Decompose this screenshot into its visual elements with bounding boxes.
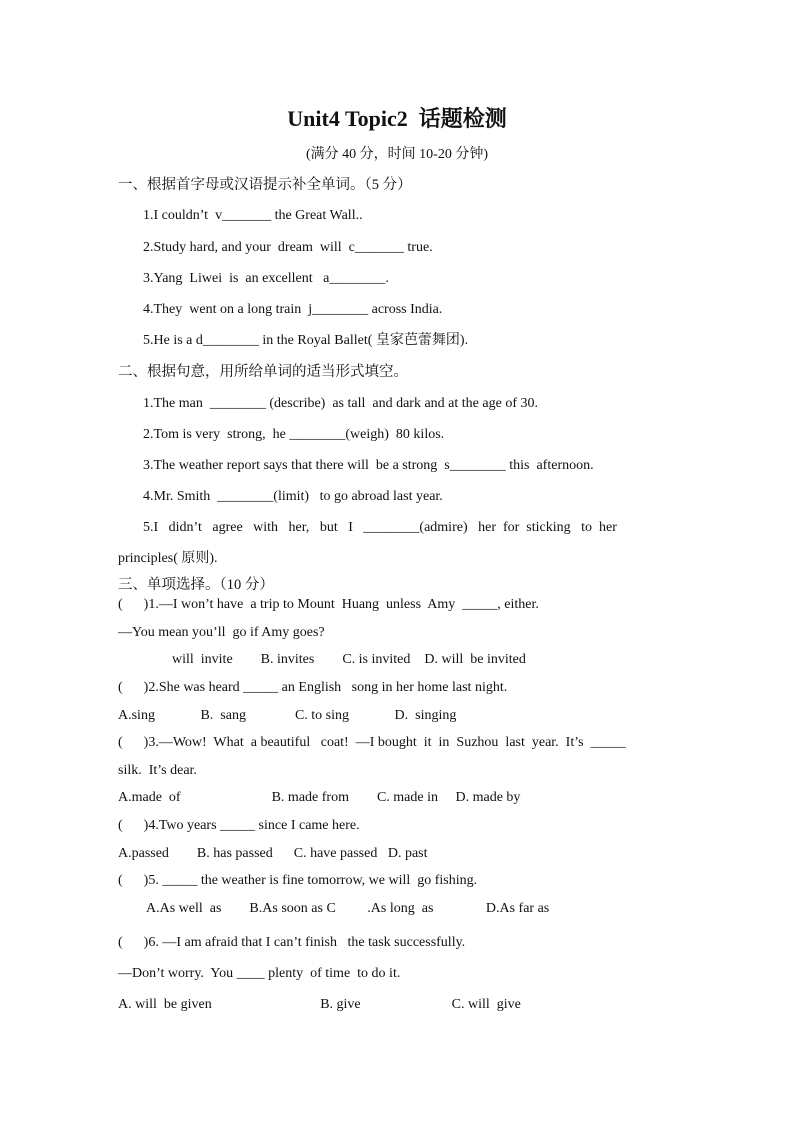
question-1-options: will invite B. invites C. is invited D. will be invited <box>172 652 526 667</box>
question-4: ( )4.Two years _____ since I came here. <box>118 818 360 833</box>
section2-item-continuation: principles( 原则). <box>118 551 218 566</box>
section1-item: 3.Yang Liwei is an excellent a________. <box>143 271 389 286</box>
worksheet-subtitle: (满分 40 分，时间 10-20 分钟) <box>306 147 488 162</box>
question-1-reply: —You mean you’ll go if Amy goes? <box>118 625 325 640</box>
section1-item: 1.I couldn’t v_______ the Great Wall.. <box>143 208 363 223</box>
question-3-continuation: silk. It’s dear. <box>118 763 197 778</box>
question-5: ( )5. _____ the weather is fine tomorrow, we will go fishing. <box>118 873 478 888</box>
question-5-options: A.As well as B.As soon as C .As long as D.As far as <box>146 901 550 916</box>
question-6-options: A. will be given B. give C. will give <box>118 997 521 1012</box>
section1-item: 2.Study hard, and your dream will c_______ true. <box>143 240 433 255</box>
question-2-options: A.sing B. sang C. to sing D. singing <box>118 708 457 723</box>
question-3: ( )3.—Wow! What a beautiful coat! —I bought it in Suzhou last year. It’s _____ <box>118 735 626 750</box>
section1-heading: 一、根据首字母或汉语提示补全单词。（5 分） <box>118 177 412 193</box>
question-4-options: A.passed B. has passed C. have passed D. past <box>118 846 428 861</box>
question-1: ( )1.—I won’t have a trip to Mount Huang unless Amy _____, either. <box>118 597 539 612</box>
section2-item: 4.Mr. Smith ________(limit) to go abroad last year. <box>143 489 443 504</box>
section2-item: 5.I didn’t agree with her, but I ________(admire) her for sticking to her <box>143 520 617 535</box>
question-6-reply: —Don’t worry. You ____ plenty of time to do it. <box>118 966 401 981</box>
question-3-options: A.made of B. made from C. made in D. made by <box>118 790 521 805</box>
section2-item: 2.Tom is very strong, he ________(weigh) 80 kilos. <box>143 427 445 442</box>
worksheet-title: Unit4 Topic2 话题检测 <box>287 106 507 131</box>
section2-item: 3.The weather report says that there will be a strong s________ this afternoon. <box>143 458 594 473</box>
section2-heading: 二、根据句意，用所给单词的适当形式填空。 <box>118 364 408 380</box>
section1-item: 4.They went on a long train j________ across India. <box>143 302 443 317</box>
section3-heading: 三、单项选择。（10 分） <box>118 577 274 593</box>
section1-item: 5.He is a d________ in the Royal Ballet( 皇家芭蕾舞团). <box>143 333 469 348</box>
section2-item: 1.The man ________ (describe) as tall and dark and at the age of 30. <box>143 396 538 411</box>
question-6: ( )6. —I am afraid that I can’t finish the task successfully. <box>118 935 466 950</box>
question-2: ( )2.She was heard _____ an English song in her home last night. <box>118 680 508 695</box>
